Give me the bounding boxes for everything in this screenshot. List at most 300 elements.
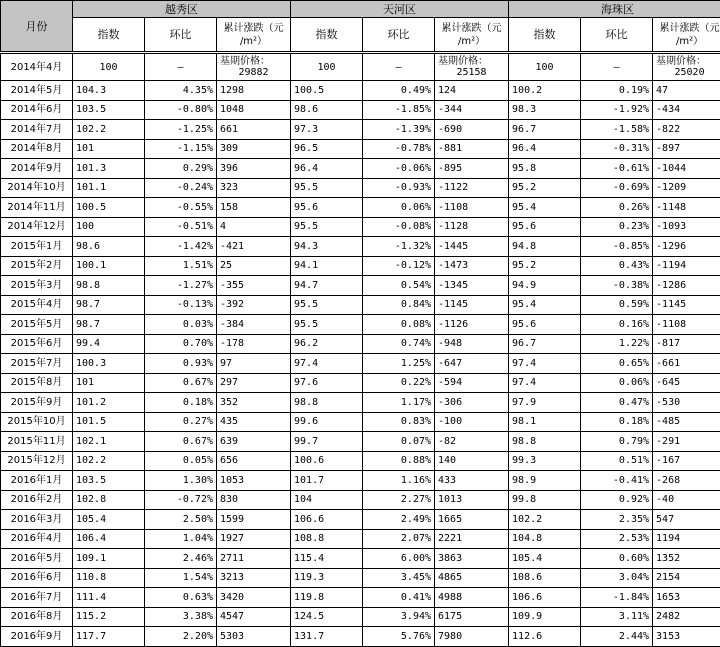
mom-cell: 0.70% <box>145 334 217 354</box>
table-row <box>1 451 720 471</box>
cumulative-change-column-header <box>435 18 509 53</box>
index-cell: 112.6 <box>509 627 581 647</box>
cumulative-change-cell: 97 <box>217 354 291 374</box>
cumulative-change-cell: 4988 <box>435 588 509 608</box>
cumulative-change-cell: 547 <box>653 510 720 530</box>
month-cell: 2014年11月 <box>1 198 73 218</box>
mom-cell: 2.49% <box>363 510 435 530</box>
cumulative-change-cell: 433 <box>435 471 509 491</box>
index-cell: 106.4 <box>73 529 145 549</box>
index-cell: 98.7 <box>73 315 145 335</box>
cumulative-change-cell: 1048 <box>217 100 291 120</box>
mom-cell: -0.78% <box>363 139 435 159</box>
index-cell: 101.2 <box>73 393 145 413</box>
mom-cell: 2.46% <box>145 549 217 569</box>
index-cell: 98.7 <box>73 295 145 315</box>
table-row <box>1 120 720 140</box>
table-row <box>1 81 720 101</box>
mom-cell: 0.07% <box>363 432 435 452</box>
mom-cell: 0.79% <box>581 432 653 452</box>
mom-cell: 0.65% <box>581 354 653 374</box>
base-price-value: 25020 <box>656 67 720 78</box>
index-cell: 108.8 <box>291 529 363 549</box>
table-row <box>1 139 720 159</box>
mom-cell: 0.88% <box>363 451 435 471</box>
cumulative-change-cell: -1108 <box>653 315 720 335</box>
base-price-cell <box>217 53 291 81</box>
cumulative-change-cell: 661 <box>217 120 291 140</box>
base-price-label: 基期价格： <box>656 56 720 67</box>
cumulative-change-cell: 3863 <box>435 549 509 569</box>
cumulative-change-cell: 3153 <box>653 627 720 647</box>
table-row <box>1 393 720 413</box>
index-cell: 124.5 <box>291 607 363 627</box>
index-cell: 95.6 <box>509 315 581 335</box>
mom-cell: 1.54% <box>145 568 217 588</box>
cumulative-change-cell: 47 <box>653 81 720 101</box>
index-cell: 98.8 <box>73 276 145 296</box>
cumulative-change-cell: 435 <box>217 412 291 432</box>
month-cell: 2016年9月 <box>1 627 73 647</box>
cumulative-change-cell: -178 <box>217 334 291 354</box>
base-price-label: 基期价格： <box>220 56 287 67</box>
index-cell: 95.8 <box>509 159 581 179</box>
index-cell: 108.6 <box>509 568 581 588</box>
cumulative-change-cell: -1345 <box>435 276 509 296</box>
mom-cell: 0.67% <box>145 373 217 393</box>
cumulative-change-cell: 830 <box>217 490 291 510</box>
mom-cell: -0.80% <box>145 100 217 120</box>
index-cell: 115.4 <box>291 549 363 569</box>
mom-cell: -1.84% <box>581 588 653 608</box>
cumulative-change-cell: 2154 <box>653 568 720 588</box>
index-cell: 104.8 <box>509 529 581 549</box>
index-cell: 101 <box>73 373 145 393</box>
index-cell: 95.4 <box>509 198 581 218</box>
mom-cell: 3.11% <box>581 607 653 627</box>
mom-cell: 0.06% <box>581 373 653 393</box>
index-cell: 100.2 <box>509 81 581 101</box>
cumulative-change-cell: -392 <box>217 295 291 315</box>
month-cell: 2015年7月 <box>1 354 73 374</box>
mom-cell: 0.59% <box>581 295 653 315</box>
index-cell: 96.7 <box>509 120 581 140</box>
mom-cell: 1.16% <box>363 471 435 491</box>
table-row <box>1 373 720 393</box>
index-cell: 106.6 <box>509 588 581 608</box>
index-cell: 95.6 <box>509 217 581 237</box>
base-price-label: 基期价格： <box>438 56 505 67</box>
month-cell: 2015年4月 <box>1 295 73 315</box>
mom-cell: 3.38% <box>145 607 217 627</box>
mom-cell: 2.44% <box>581 627 653 647</box>
base-price-value: 29882 <box>220 67 287 78</box>
mom-cell: 0.67% <box>145 432 217 452</box>
mom-cell: -0.72% <box>145 490 217 510</box>
mom-column-header: 环比 <box>581 18 653 53</box>
index-cell: 97.6 <box>291 373 363 393</box>
cumulative-change-cell: -268 <box>653 471 720 491</box>
index-cell: 100.3 <box>73 354 145 374</box>
mom-cell: 0.43% <box>581 256 653 276</box>
cumulative-change-cell: 4 <box>217 217 291 237</box>
cumulative-change-cell: -647 <box>435 354 509 374</box>
index-cell: 103.5 <box>73 471 145 491</box>
index-cell: 96.4 <box>291 159 363 179</box>
mom-cell: -1.85% <box>363 100 435 120</box>
cumulative-change-cell: 4865 <box>435 568 509 588</box>
index-cell: 99.3 <box>509 451 581 471</box>
month-cell: 2015年8月 <box>1 373 73 393</box>
table-row <box>1 334 720 354</box>
mom-cell: 0.18% <box>581 412 653 432</box>
index-column-header: 指数 <box>291 18 363 53</box>
index-cell: 96.5 <box>291 139 363 159</box>
cumulative-change-cell: -1044 <box>653 159 720 179</box>
cumulative-change-cell: -1126 <box>435 315 509 335</box>
cumulative-header-line2: /m²） <box>438 35 505 48</box>
cumulative-header-line2: /m²） <box>220 35 287 48</box>
mom-cell: 0.18% <box>145 393 217 413</box>
index-cell: 96.4 <box>509 139 581 159</box>
month-cell: 2015年9月 <box>1 393 73 413</box>
index-cell: 99.8 <box>509 490 581 510</box>
index-cell: 95.5 <box>291 315 363 335</box>
mom-cell: 1.04% <box>145 529 217 549</box>
index-cell: 131.7 <box>291 627 363 647</box>
table-row <box>1 256 720 276</box>
index-cell: 105.4 <box>73 510 145 530</box>
cumulative-header-line1: 累计涨跌（元 <box>438 22 505 35</box>
month-cell: 2014年8月 <box>1 139 73 159</box>
cumulative-change-cell: -1145 <box>435 295 509 315</box>
month-cell: 2014年10月 <box>1 178 73 198</box>
mom-cell: 0.49% <box>363 81 435 101</box>
cumulative-change-cell: 7980 <box>435 627 509 647</box>
index-cell: 94.3 <box>291 237 363 257</box>
cumulative-change-cell: 656 <box>217 451 291 471</box>
index-column-header: 指数 <box>509 18 581 53</box>
mom-cell: -0.12% <box>363 256 435 276</box>
cumulative-change-cell: 124 <box>435 81 509 101</box>
table-row <box>1 490 720 510</box>
mom-cell: -1.92% <box>581 100 653 120</box>
index-cell: 119.3 <box>291 568 363 588</box>
mom-cell: -0.13% <box>145 295 217 315</box>
table-row <box>1 588 720 608</box>
cumulative-change-cell: 352 <box>217 393 291 413</box>
month-cell: 2016年3月 <box>1 510 73 530</box>
table-row <box>1 510 720 530</box>
cumulative-change-cell: -384 <box>217 315 291 335</box>
table-row <box>1 627 720 647</box>
cumulative-change-cell: -1286 <box>653 276 720 296</box>
month-cell: 2014年9月 <box>1 159 73 179</box>
mom-cell: -0.06% <box>363 159 435 179</box>
index-cell: 97.4 <box>291 354 363 374</box>
index-cell: 98.3 <box>509 100 581 120</box>
cumulative-change-cell: -661 <box>653 354 720 374</box>
cumulative-change-cell: -291 <box>653 432 720 452</box>
mom-column-header: 环比 <box>363 18 435 53</box>
mom-cell: 0.03% <box>145 315 217 335</box>
mom-cell: -0.61% <box>581 159 653 179</box>
mom-cell: 0.05% <box>145 451 217 471</box>
month-cell: 2014年6月 <box>1 100 73 120</box>
table-row-base-period <box>1 53 720 81</box>
mom-cell: 3.94% <box>363 607 435 627</box>
mom-cell: — <box>363 53 435 81</box>
index-cell: 100.1 <box>73 256 145 276</box>
cumulative-change-cell: -1093 <box>653 217 720 237</box>
month-cell: 2016年8月 <box>1 607 73 627</box>
month-cell: 2016年5月 <box>1 549 73 569</box>
table-body <box>1 53 720 647</box>
month-cell: 2015年3月 <box>1 276 73 296</box>
index-cell: 117.7 <box>73 627 145 647</box>
cumulative-change-cell: 1927 <box>217 529 291 549</box>
mom-cell: 0.60% <box>581 549 653 569</box>
index-cell: 109.9 <box>509 607 581 627</box>
mom-cell: 0.41% <box>363 588 435 608</box>
mom-cell: -1.42% <box>145 237 217 257</box>
cumulative-change-cell: 3420 <box>217 588 291 608</box>
index-cell: 99.7 <box>291 432 363 452</box>
table-row <box>1 217 720 237</box>
cumulative-change-cell: -817 <box>653 334 720 354</box>
index-cell: 94.1 <box>291 256 363 276</box>
index-cell: 95.6 <box>291 198 363 218</box>
mom-cell: 2.07% <box>363 529 435 549</box>
table-row <box>1 432 720 452</box>
mom-cell: 0.06% <box>363 198 435 218</box>
table-row <box>1 100 720 120</box>
cumulative-change-cell: -690 <box>435 120 509 140</box>
mom-cell: 0.08% <box>363 315 435 335</box>
index-cell: 96.7 <box>509 334 581 354</box>
table-row <box>1 159 720 179</box>
index-cell: 100 <box>509 53 581 81</box>
cumulative-change-cell: 3213 <box>217 568 291 588</box>
index-cell: 100.6 <box>291 451 363 471</box>
index-cell: 100.5 <box>73 198 145 218</box>
index-cell: 100 <box>73 53 145 81</box>
cumulative-change-cell: -1145 <box>653 295 720 315</box>
cumulative-change-column-header <box>653 18 720 53</box>
cumulative-change-cell: -485 <box>653 412 720 432</box>
cumulative-change-cell: -344 <box>435 100 509 120</box>
cumulative-change-cell: -948 <box>435 334 509 354</box>
cumulative-change-cell: -40 <box>653 490 720 510</box>
mom-cell: -0.93% <box>363 178 435 198</box>
index-cell: 95.4 <box>509 295 581 315</box>
mom-cell: -1.15% <box>145 139 217 159</box>
cumulative-change-cell: -1296 <box>653 237 720 257</box>
cumulative-change-cell: 4547 <box>217 607 291 627</box>
cumulative-change-cell: -881 <box>435 139 509 159</box>
index-cell: 95.2 <box>509 256 581 276</box>
table-row <box>1 529 720 549</box>
district-header-tianhe: 天河区 <box>291 1 509 18</box>
index-cell: 111.4 <box>73 588 145 608</box>
cumulative-change-cell: -434 <box>653 100 720 120</box>
index-cell: 94.8 <box>509 237 581 257</box>
cumulative-change-cell: -167 <box>653 451 720 471</box>
index-cell: 101.1 <box>73 178 145 198</box>
index-cell: 95.5 <box>291 217 363 237</box>
index-cell: 109.1 <box>73 549 145 569</box>
mom-cell: 0.51% <box>581 451 653 471</box>
mom-cell: 0.74% <box>363 334 435 354</box>
mom-cell: 4.35% <box>145 81 217 101</box>
table-row <box>1 568 720 588</box>
month-cell: 2016年7月 <box>1 588 73 608</box>
index-cell: 94.9 <box>509 276 581 296</box>
mom-cell: 3.45% <box>363 568 435 588</box>
district-header-haizhu: 海珠区 <box>509 1 720 18</box>
cumulative-change-cell: 1053 <box>217 471 291 491</box>
cumulative-change-cell: 2711 <box>217 549 291 569</box>
mom-cell: -0.38% <box>581 276 653 296</box>
index-cell: 102.2 <box>509 510 581 530</box>
index-cell: 103.5 <box>73 100 145 120</box>
index-cell: 102.8 <box>73 490 145 510</box>
index-cell: 98.8 <box>509 432 581 452</box>
table-row <box>1 607 720 627</box>
mom-cell: 2.20% <box>145 627 217 647</box>
mom-cell: 2.50% <box>145 510 217 530</box>
mom-cell: 0.22% <box>363 373 435 393</box>
mom-column-header: 环比 <box>145 18 217 53</box>
mom-cell: -0.51% <box>145 217 217 237</box>
cumulative-change-cell: 2482 <box>653 607 720 627</box>
mom-cell: -0.31% <box>581 139 653 159</box>
table-row <box>1 412 720 432</box>
table-row <box>1 237 720 257</box>
month-cell: 2015年2月 <box>1 256 73 276</box>
index-cell: 99.4 <box>73 334 145 354</box>
index-cell: 95.5 <box>291 178 363 198</box>
index-cell: 102.1 <box>73 432 145 452</box>
cumulative-change-cell: 1653 <box>653 588 720 608</box>
index-cell: 119.8 <box>291 588 363 608</box>
cumulative-change-cell: 5303 <box>217 627 291 647</box>
cumulative-change-cell: 6175 <box>435 607 509 627</box>
mom-cell: 0.27% <box>145 412 217 432</box>
table-row <box>1 315 720 335</box>
index-cell: 97.4 <box>509 354 581 374</box>
index-cell: 98.6 <box>291 100 363 120</box>
base-price-value: 25158 <box>438 67 505 78</box>
index-cell: 101.3 <box>73 159 145 179</box>
index-cell: 101.7 <box>291 471 363 491</box>
mom-cell: 0.63% <box>145 588 217 608</box>
cumulative-change-cell: 1665 <box>435 510 509 530</box>
cumulative-change-cell: -1209 <box>653 178 720 198</box>
index-cell: 94.7 <box>291 276 363 296</box>
month-cell: 2015年11月 <box>1 432 73 452</box>
cumulative-change-column-header <box>217 18 291 53</box>
month-cell: 2016年6月 <box>1 568 73 588</box>
mom-cell: 6.00% <box>363 549 435 569</box>
cumulative-change-cell: 1599 <box>217 510 291 530</box>
month-cell: 2015年10月 <box>1 412 73 432</box>
index-cell: 97.3 <box>291 120 363 140</box>
mom-cell: -0.24% <box>145 178 217 198</box>
month-cell: 2014年4月 <box>1 53 73 81</box>
mom-cell: -1.39% <box>363 120 435 140</box>
cumulative-change-cell: -897 <box>653 139 720 159</box>
mom-cell: -0.69% <box>581 178 653 198</box>
cumulative-change-cell: 396 <box>217 159 291 179</box>
month-column-header: 月份 <box>1 1 73 53</box>
cumulative-change-cell: -530 <box>653 393 720 413</box>
month-cell: 2015年5月 <box>1 315 73 335</box>
cumulative-header-line2: /m²） <box>656 35 720 48</box>
mom-cell: — <box>581 53 653 81</box>
cumulative-change-cell: -82 <box>435 432 509 452</box>
mom-cell: -1.27% <box>145 276 217 296</box>
mom-cell: 0.23% <box>581 217 653 237</box>
mom-cell: 0.29% <box>145 159 217 179</box>
mom-cell: -1.58% <box>581 120 653 140</box>
month-cell: 2015年12月 <box>1 451 73 471</box>
mom-cell: -1.25% <box>145 120 217 140</box>
month-cell: 2016年1月 <box>1 471 73 491</box>
index-cell: 104.3 <box>73 81 145 101</box>
cumulative-change-cell: -822 <box>653 120 720 140</box>
index-cell: 105.4 <box>509 549 581 569</box>
table-row <box>1 471 720 491</box>
cumulative-change-cell: -100 <box>435 412 509 432</box>
mom-cell: 0.54% <box>363 276 435 296</box>
index-cell: 98.1 <box>509 412 581 432</box>
cumulative-change-cell: -306 <box>435 393 509 413</box>
index-cell: 102.2 <box>73 451 145 471</box>
mom-cell: 1.30% <box>145 471 217 491</box>
mom-cell: 0.19% <box>581 81 653 101</box>
month-cell: 2014年12月 <box>1 217 73 237</box>
cumulative-change-cell: -1148 <box>653 198 720 218</box>
mom-cell: 1.17% <box>363 393 435 413</box>
mom-cell: 5.76% <box>363 627 435 647</box>
mom-cell: 0.84% <box>363 295 435 315</box>
index-cell: 95.5 <box>291 295 363 315</box>
index-cell: 99.6 <box>291 412 363 432</box>
index-cell: 106.6 <box>291 510 363 530</box>
index-cell: 101.5 <box>73 412 145 432</box>
mom-cell: -1.32% <box>363 237 435 257</box>
cumulative-change-cell: 25 <box>217 256 291 276</box>
mom-cell: — <box>145 53 217 81</box>
cumulative-change-cell: -895 <box>435 159 509 179</box>
index-cell: 97.9 <box>509 393 581 413</box>
table-row <box>1 198 720 218</box>
table-row <box>1 178 720 198</box>
cumulative-change-cell: -594 <box>435 373 509 393</box>
cumulative-change-cell: -1194 <box>653 256 720 276</box>
index-cell: 115.2 <box>73 607 145 627</box>
table-row <box>1 354 720 374</box>
index-cell: 104 <box>291 490 363 510</box>
mom-cell: -0.08% <box>363 217 435 237</box>
base-price-cell <box>435 53 509 81</box>
index-cell: 100.5 <box>291 81 363 101</box>
cumulative-change-cell: 309 <box>217 139 291 159</box>
cumulative-header-line1: 累计涨跌（元 <box>220 22 287 35</box>
mom-cell: 0.47% <box>581 393 653 413</box>
cumulative-change-cell: 158 <box>217 198 291 218</box>
